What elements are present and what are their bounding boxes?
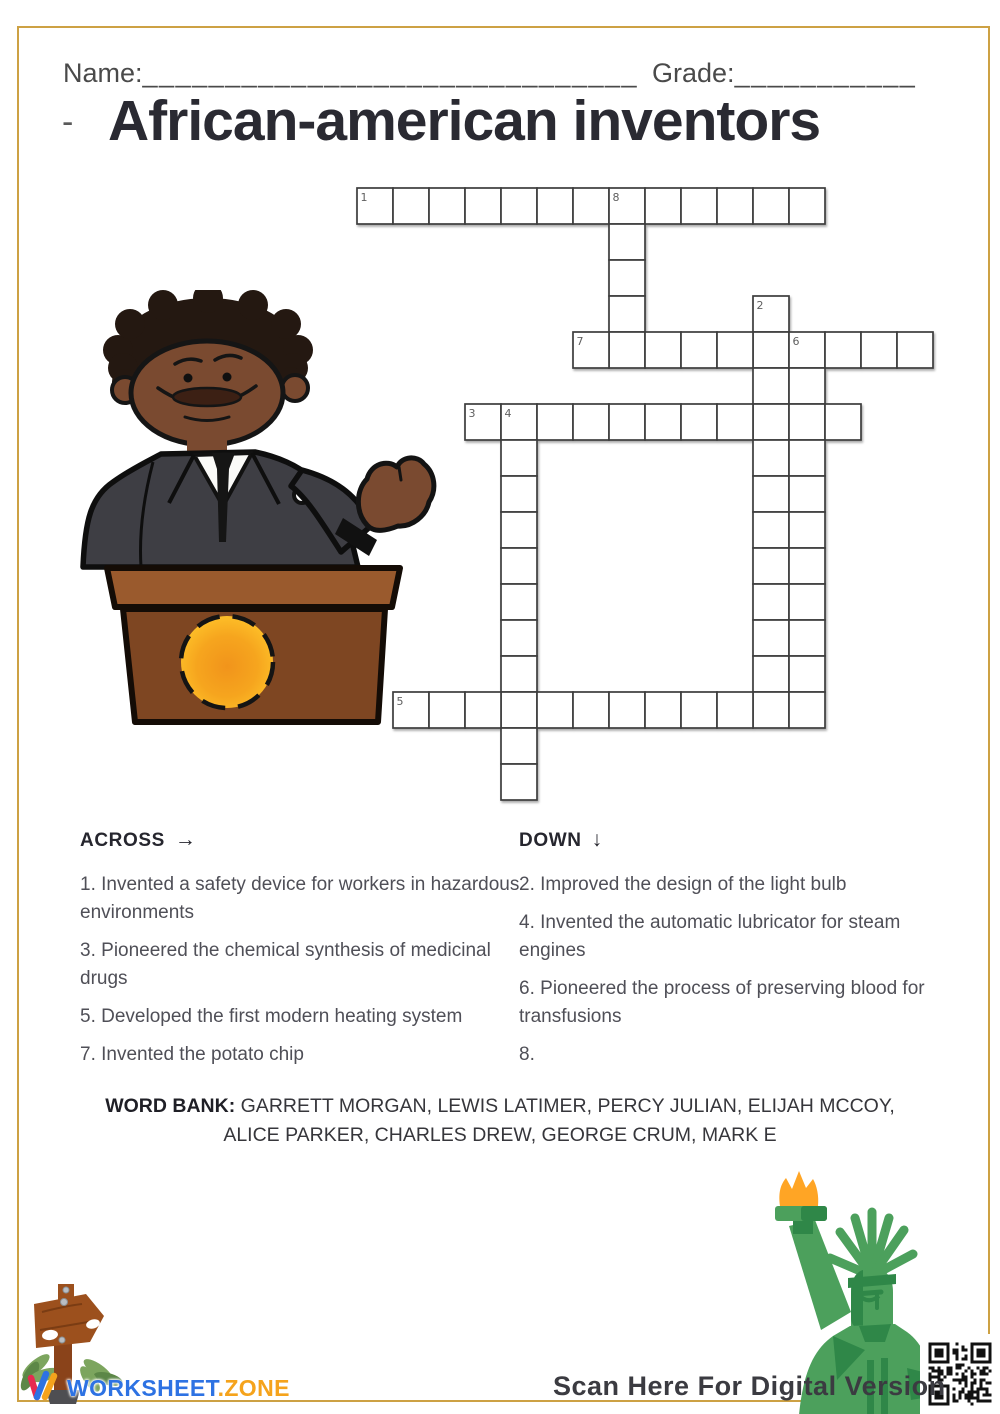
crossword-cell[interactable]: [645, 404, 681, 440]
right-arrow-icon: →: [174, 828, 197, 851]
clue-across-3: 3. Pioneered the chemical synthesis of medicinal drugs: [80, 940, 491, 989]
crossword-cell[interactable]: [789, 476, 825, 512]
crossword-cell[interactable]: [537, 692, 573, 728]
crossword-cell-number: 8: [612, 191, 620, 204]
grade-label: Grade:: [652, 58, 735, 88]
grade-line[interactable]: ___________: [734, 58, 917, 88]
crossword-cell[interactable]: [537, 188, 573, 224]
crossword-cell[interactable]: [609, 404, 645, 440]
crossword-cell-number: 4: [504, 407, 512, 420]
crossword-cell[interactable]: [501, 656, 537, 692]
crossword-cell[interactable]: [501, 512, 537, 548]
speaker-at-podium-illustration: [55, 290, 445, 735]
crossword-cell-number: 1: [360, 191, 368, 204]
crossword-cell[interactable]: [717, 692, 753, 728]
crossword-cell[interactable]: [465, 692, 501, 728]
crossword-cell[interactable]: [789, 692, 825, 728]
crossword-cell[interactable]: [753, 476, 789, 512]
crossword-cell[interactable]: [753, 512, 789, 548]
crossword-cell[interactable]: [825, 404, 861, 440]
crossword-cell[interactable]: [501, 476, 537, 512]
podium-emblem: [181, 616, 273, 708]
crossword-cell[interactable]: [681, 332, 717, 368]
crossword-cell[interactable]: [717, 188, 753, 224]
crossword-cell[interactable]: [789, 368, 825, 404]
crossword-cell[interactable]: [501, 188, 537, 224]
crossword-cell[interactable]: [609, 224, 645, 260]
crossword-cell[interactable]: [609, 260, 645, 296]
crossword-cell[interactable]: [645, 188, 681, 224]
clue-down-2: 2. Improved the design of the light bulb: [519, 874, 847, 895]
crown-spikes: [830, 1212, 913, 1276]
crossword-cell[interactable]: [573, 404, 609, 440]
name-label: Name:: [63, 58, 143, 88]
crossword-cell[interactable]: [753, 440, 789, 476]
grade-wrap: [652, 58, 916, 89]
ear: [282, 375, 308, 401]
clue-down-6: 6. Pioneered the process of preserving blood for transfusions: [519, 978, 925, 1027]
scan-here-text: Scan Here For Digital Version: [553, 1371, 946, 1401]
crossword-cell[interactable]: [789, 188, 825, 224]
logo-w-icon: [26, 1368, 64, 1402]
crossword-cell[interactable]: [789, 512, 825, 548]
crossword-cell[interactable]: [753, 656, 789, 692]
header: [63, 58, 916, 89]
crossword-cell[interactable]: [753, 548, 789, 584]
crossword-cell[interactable]: [501, 728, 537, 764]
crossword-cell[interactable]: [501, 440, 537, 476]
crossword-cell[interactable]: [501, 620, 537, 656]
word-bank-names: GARRETT MORGAN, LEWIS LATIMER, PERCY JULIAN, ELIJAH MCCOY, ALICE PARKER, CHARLES DREW, GEORGE CRUM, MARK E: [223, 1095, 895, 1146]
word-bank: [75, 1092, 925, 1150]
crossword-cell[interactable]: [681, 404, 717, 440]
crossword-cell[interactable]: [717, 332, 753, 368]
clue-down-8: 8.: [519, 1044, 535, 1065]
crossword-cell[interactable]: [825, 332, 861, 368]
crossword-cell[interactable]: [897, 332, 933, 368]
crossword-cell[interactable]: [789, 584, 825, 620]
crossword-cell[interactable]: [573, 188, 609, 224]
crossword-cell[interactable]: [537, 404, 573, 440]
worksheet-zone-logo: [26, 1368, 290, 1402]
podium-top: [107, 568, 400, 607]
torch-flame: [779, 1171, 818, 1206]
dash-mark: -: [62, 103, 74, 141]
crossword-cell[interactable]: [753, 404, 789, 440]
crossword-cell[interactable]: [501, 584, 537, 620]
crossword-cell-number: 7: [576, 335, 584, 348]
crossword-cell[interactable]: [861, 332, 897, 368]
down-arrow-icon: ↓: [591, 828, 603, 851]
across-heading: ACROSS →: [80, 828, 197, 851]
clue-across-1: 1. Invented a safety device for workers in hazardous environments: [80, 874, 520, 923]
logo-text: WORKSHEET.ZONE: [67, 1375, 290, 1401]
crossword-cell[interactable]: [609, 692, 645, 728]
crossword-cell[interactable]: [753, 332, 789, 368]
crossword-cell[interactable]: [753, 368, 789, 404]
crossword-cell[interactable]: [501, 764, 537, 800]
crossword-cell-number: 2: [756, 299, 764, 312]
crossword-cell[interactable]: [681, 692, 717, 728]
crossword-cell[interactable]: [645, 692, 681, 728]
crossword-cell-number: 6: [792, 335, 800, 348]
crossword-cell-number: 5: [396, 695, 404, 708]
name-line[interactable]: ______________________________: [142, 58, 639, 88]
page-title: African-american inventors: [108, 89, 821, 153]
crossword-cell[interactable]: [789, 404, 825, 440]
crossword-cell[interactable]: [393, 188, 429, 224]
crossword-cell[interactable]: [609, 332, 645, 368]
crossword-cell[interactable]: [789, 656, 825, 692]
crossword-cell[interactable]: [753, 692, 789, 728]
clues-down: [519, 826, 969, 1079]
crossword-cell[interactable]: [609, 296, 645, 332]
clue-across-7: 7. Invented the potato chip: [80, 1044, 304, 1065]
crossword-cell-number: 3: [468, 407, 476, 420]
crossword-cell[interactable]: [789, 548, 825, 584]
crossword-cell[interactable]: [753, 620, 789, 656]
crossword-cell[interactable]: [789, 620, 825, 656]
crossword-cell[interactable]: [465, 188, 501, 224]
word-bank-label: WORD BANK:: [105, 1095, 236, 1117]
crossword-cell[interactable]: [753, 188, 789, 224]
clue-down-4: 4. Invented the automatic lubricator for steam engines: [519, 912, 901, 961]
crossword-cell[interactable]: [645, 332, 681, 368]
crossword-cell[interactable]: [789, 440, 825, 476]
crossword-cell[interactable]: [717, 404, 753, 440]
lips: [173, 388, 241, 406]
crossword-cell[interactable]: [501, 548, 537, 584]
crossword-cell[interactable]: [429, 188, 465, 224]
crossword-cell[interactable]: [573, 692, 609, 728]
down-heading: DOWN ↓: [519, 828, 603, 851]
clue-across-5: 5. Developed the first modern heating system: [80, 1006, 463, 1027]
crossword-cell[interactable]: [681, 188, 717, 224]
crossword-cell[interactable]: [501, 692, 537, 728]
hand: [358, 458, 433, 530]
crossword-cell[interactable]: [753, 584, 789, 620]
clues-across: [80, 826, 525, 1079]
